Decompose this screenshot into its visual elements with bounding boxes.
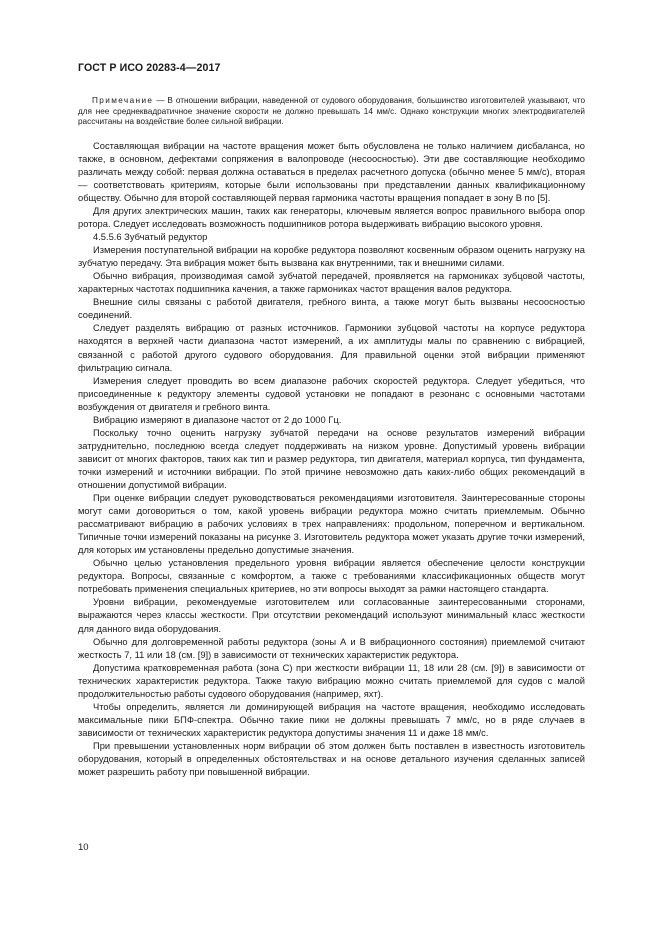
page-content [78, 96, 585, 779]
paragraph: Обычно целью установления предельного уровня вибрации является обеспечение целости конструкции редуктора. Вопросы, связанные с комфортом, а также с требованиями классификационных обществ могут потребовать применения специальных критериев, но эти вопросы выходят за рамки настоящего стандарта. [78, 558, 585, 595]
paragraph: При превышении установленных норм вибрации об этом должен быть поставлен в известность изготовитель оборудования, который в определенных обстоятельствах и на основе детального изучения сделанных записей может разрешить работу при повышенной вибрации. [78, 740, 585, 778]
note-text: — В отношении вибрации, наведенной от судового оборудования, большинство изготовителей указывают, что для нее среднеквадратичное значение скорости не должно превышать 14 мм/с. Однако конструкции многих электродвигателей рассчитаны на воздействие более сильной вибрации. [78, 96, 585, 127]
section-heading: 4.5.5.6 Зубчатый редуктор [93, 232, 208, 243]
paragraph: При оценке вибрации следует руководствоваться рекомендациями изготовителя. Заинтересованные стороны могут сами договориться о том, какой уровень вибрации редуктора можно считать приемлемым. Обычно рассматривают вибрацию в рабочих условиях в трех направлениях: продольном, поперечном и вертикальном. Типичные точки измерений показаны на рисунке 3. Изготовитель редуктора может указать другие точки измерений, для которых им установлены предельно допустимые значения. [78, 493, 585, 556]
paragraph: Поскольку точно оценить нагрузку зубчатой передачи на основе результатов измерений вибрации затруднительно, последнюю всегда следует поддерживать на низком уровне. Допустимый уровень вибрации зависит от многих факторов, таких как тип и размер редуктора, тип двигателя, материал корпуса, тип фундамента, точки измерений и источники вибрации. По этой причине невозможно дать каких-либо общих рекомендаций в отношении допустимой вибрации. [78, 427, 585, 490]
paragraph: Следует разделять вибрацию от разных источников. Гармоники зубцовой частоты на корпусе редуктора находятся в верхней части диапазона частот измерений, а их амплитуды малы по сравнению с вибрацией, связанной с работой другого судового оборудования. Для правильной оценки этой вибрации применяют фильтрацию сигнала. [78, 323, 585, 373]
paragraph: Допустима кратковременная работа (зона С) при жесткости вибрации 11, 18 или 28 (см. [9]) в зависимости от технических характеристик редуктора. Также такую вибрацию можно считать приемлемой для судов с малой продолжительностью работы судового оборудования (например, яхт). [78, 662, 585, 699]
paragraph: Для других электрических машин, таких как генераторы, ключевым является вопрос правильного выбора опор ротора. Следует исследовать возможность подшипников ротора выдерживать вибрацию высокого уровня. [78, 206, 585, 230]
note-paragraph [78, 96, 585, 128]
document-header: ГОСТ Р ИСО 20283-4—2017 [78, 62, 221, 74]
paragraph: Вибрацию измеряют в диапазоне частот от 2 до 1000 Гц. [93, 414, 342, 425]
note-label: Примечание [92, 96, 154, 105]
paragraph: Внешние силы связаны с работой двигателя, гребного винта, а также могут быть вызваны несоосностью соединений. [78, 297, 585, 321]
paragraph: Измерения поступательной вибрации на коробке редуктора позволяют косвенным образом оценить нагрузку на зубчатую передачу. Эта вибрация может быть вызвана как внутренними, так и внешними силами. [78, 245, 585, 269]
paragraph: Чтобы определить, является ли доминирующей вибрация на частоте вращения, необходимо исследовать максимальные пики БПФ-спектра. Обычно такие пики не должны превышать 7 мм/с, но в ряде случаев в зависимости от технических характеристик редуктора допустимы значения 11 и даже 18 мм/с. [78, 701, 585, 738]
paragraph: Составляющая вибрации на частоте вращения может быть обусловлена не только наличием дисбаланса, но также, в основном, дефектами сопряжения в валопроводе (несоосностью). Эти две составляющие необходимо различать между собой: первая должна оставаться в пределах расчетного допуска (обычно менее 5 мм/с), вторая — соответствовать критериям, которые были использованы при представлении данных квалификационному обществу. Обычно для второй составляющей первая гармоника частоты вращения попадает в зону В по [5]. [78, 140, 585, 203]
paragraph: Измерения следует проводить во всем диапазоне рабочих скоростей редуктора. Следует убедиться, что присоединенные к редуктору элементы судовой установки не попадают в резонанс с основными частотами возбуждения от двигателя и гребного винта. [78, 375, 585, 412]
paragraph: Обычно вибрация, производимая самой зубчатой передачей, проявляется на гармониках зубцовой частоты, характерных частотах подшипника качения, а также гармониках частот вращения валов редуктора. [78, 271, 585, 295]
page-number: 10 [78, 842, 89, 853]
paragraph: Уровни вибрации, рекомендуемые изготовителем или согласованные заинтересованными сторонами, выражаются через классы жесткости. При отсутствии рекомендаций используют минимальный класс жесткости для данного вида оборудования. [78, 597, 585, 634]
paragraph: Обычно для долговременной работы редуктора (зоны А и В вибрационного состояния) приемлемой считают жесткость 7, 11 или 18 (см. [9]) в зависимости от технических характеристик редуктора. [78, 636, 585, 660]
